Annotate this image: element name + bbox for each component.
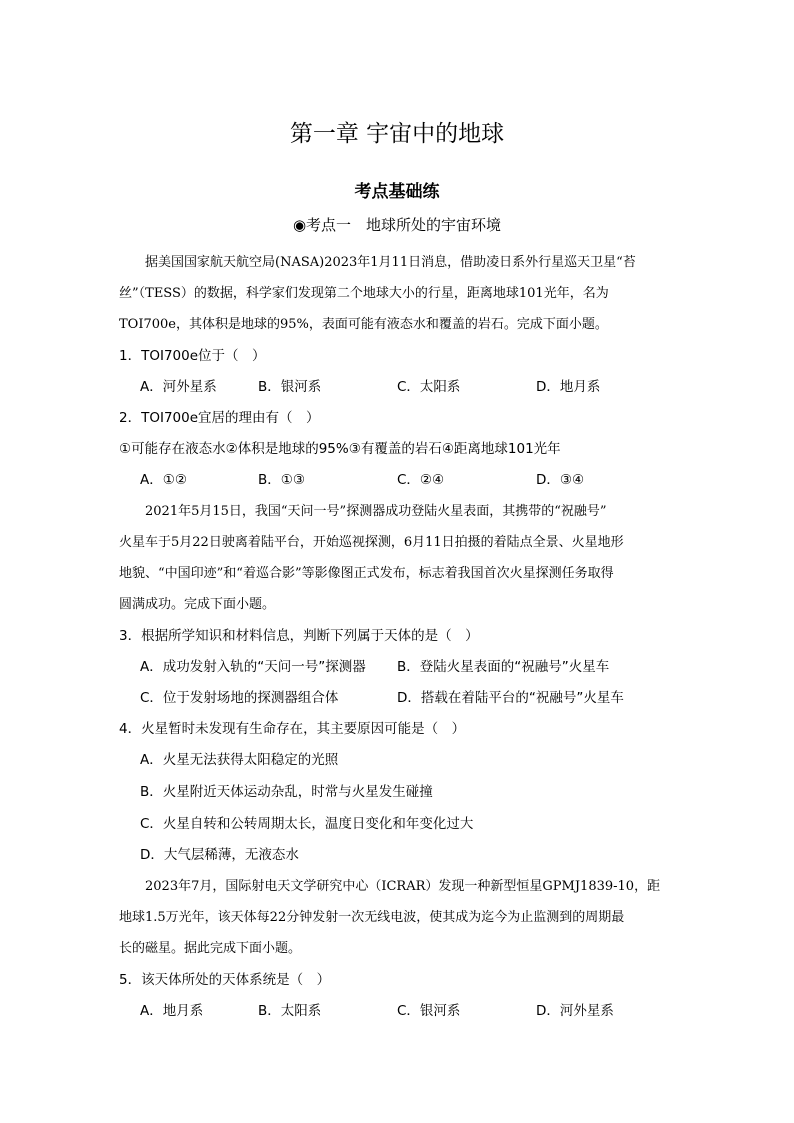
question-3-option-a[interactable]: A．成功发射入轨的“天问一号”探测器	[140, 659, 366, 675]
question-3-option-d[interactable]: D．搭载在着陆平台的“祝融号”火星车	[397, 690, 624, 706]
question-5-option-c[interactable]: C．银河系	[397, 1003, 461, 1019]
section-heading: ◉考点一 地球所处的宇宙环境	[292, 216, 502, 234]
question-4-option-d[interactable]: D．大气层稀薄，无液态水	[140, 847, 299, 863]
question-3-option-c[interactable]: C．位于发射场地的探测器组合体	[140, 690, 339, 706]
question-2-option-b[interactable]: B．①③	[258, 472, 305, 488]
material-2-line: 火星车于5月22日驶离着陆平台，开始巡视探测，6月11日拍摄的着陆点全景、火星地形	[119, 535, 624, 550]
question-1-stem: 1．TOI700e位于（ ）	[119, 348, 266, 364]
question-2-statements: ①可能存在液态水②体积是地球的95%③有覆盖的岩石④距离地球101光年	[119, 441, 561, 457]
material-2-line: 地貌、“中国印迹”和“着巡合影”等影像图正式发布，标志着我国首次火星探测任务取得	[119, 566, 614, 581]
material-3-line: 长的磁星。据此完成下面小题。	[119, 941, 302, 956]
question-2-option-d[interactable]: D．③④	[536, 472, 585, 488]
question-2-option-a[interactable]: A．①②	[140, 472, 187, 488]
question-1-option-b[interactable]: B．银河系	[258, 379, 322, 395]
question-1-option-a[interactable]: A．河外星系	[140, 379, 217, 395]
question-2-option-c[interactable]: C．②④	[397, 472, 445, 488]
question-5-option-a[interactable]: A．地月系	[140, 1003, 204, 1019]
question-4-stem: 4．火星暂时未发现有生命存在，其主要原因可能是（ ）	[119, 721, 466, 737]
material-1-line: TOI700e，其体积是地球的95%，表面可能有液态水和覆盖的岩石。完成下面小题。	[119, 317, 608, 332]
material-1-line: 据美国国家航天航空局(NASA)2023年1月11日消息，借助凌日系外行星巡天卫星“苔	[145, 255, 636, 270]
question-4-option-a[interactable]: A．火星无法获得太阳稳定的光照	[140, 752, 339, 768]
question-4-option-c[interactable]: C．火星自转和公转周期太长，温度日变化和年变化过大	[140, 816, 474, 832]
question-5-option-d[interactable]: D．河外星系	[536, 1003, 614, 1019]
question-1-option-c[interactable]: C．太阳系	[397, 379, 461, 395]
material-3-line: 地球1.5万光年，该天体每22分钟发射一次无线电波，使其成为迄今为止监测到的周期最	[119, 910, 625, 925]
material-2-line: 圆满成功。完成下面小题。	[119, 597, 276, 612]
question-4-option-b[interactable]: B．火星附近天体运动杂乱，时常与火星发生碰撞	[140, 784, 433, 800]
question-5-option-b[interactable]: B．太阳系	[258, 1003, 322, 1019]
question-3-stem: 3．根据所学知识和材料信息，判断下列属于天体的是（ ）	[119, 628, 479, 644]
question-1-option-d[interactable]: D．地月系	[536, 379, 601, 395]
question-5-stem: 5．该天体所处的天体系统是（ ）	[119, 972, 331, 988]
practice-subtitle: 考点基础练	[354, 182, 440, 202]
question-3-option-b[interactable]: B．登陆火星表面的“祝融号”火星车	[397, 659, 610, 675]
material-3-line: 2023年7月，国际射电天文学研究中心（ICRAR）发现一种新型恒星GPMJ1839-10，距	[145, 879, 661, 894]
question-2-stem: 2．TOI700e宜居的理由有（ ）	[119, 410, 320, 426]
material-1-line: 丝”（TESS）的数据，科学家们发现第二个地球大小的行星，距离地球101光年，名为	[119, 286, 609, 301]
material-2-line: 2021年5月15日，我国“天问一号”探测器成功登陆火星表面，其携带的“祝融号”	[145, 504, 607, 519]
chapter-title: 第一章 宇宙中的地球	[289, 121, 505, 147]
